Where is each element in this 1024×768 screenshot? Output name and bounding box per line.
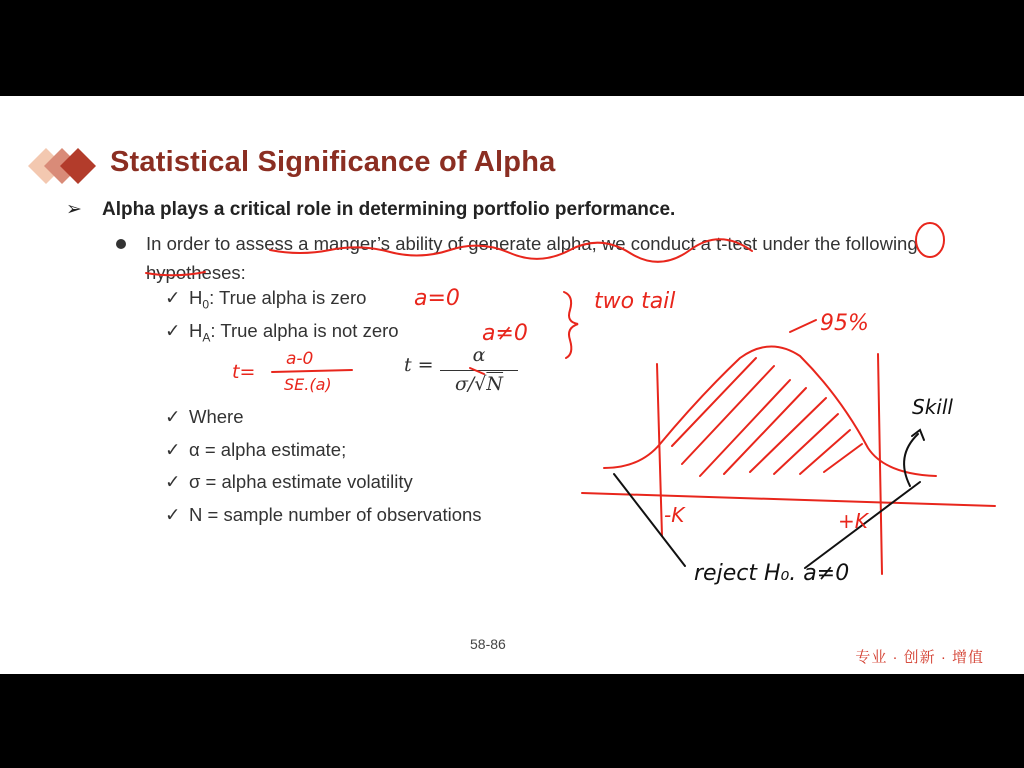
pos-k-label: +K xyxy=(838,509,868,533)
bell-curve xyxy=(604,346,936,476)
t-lhs-note: t= xyxy=(232,361,256,383)
handwritten-fraction-bar xyxy=(272,370,352,372)
ha-symbol: H xyxy=(189,320,203,341)
formula-lhs: t = xyxy=(404,354,434,376)
definition-text: N = sample number of observations xyxy=(189,504,482,525)
underline-test xyxy=(146,272,205,275)
check-icon: ✓ xyxy=(165,504,181,525)
formula-n: N xyxy=(486,373,504,395)
reject-note: reject H₀. a≠0 xyxy=(694,561,850,586)
pct-pointer xyxy=(790,320,816,332)
hatch-line xyxy=(800,430,850,474)
hatch-line xyxy=(700,380,790,476)
brand-slogan: 专业 · 创新 · 增值 xyxy=(855,649,984,666)
hatch-line xyxy=(682,366,774,464)
formula-numerator: α xyxy=(472,344,486,366)
h0-text: : True alpha is zero xyxy=(209,287,367,308)
skill-arrow xyxy=(904,434,918,486)
underline-squiggle xyxy=(270,239,752,262)
page-number: 58-86 xyxy=(470,636,506,652)
right-critical-line xyxy=(878,354,882,574)
check-icon: ✓ xyxy=(165,406,181,427)
slide-title: Statistical Significance of Alpha xyxy=(110,146,556,178)
ha-note: a≠0 xyxy=(482,321,528,346)
h0-subscript: 0 xyxy=(202,297,210,312)
check-icon: ✓ xyxy=(165,287,181,308)
ha-subscript: A xyxy=(202,330,211,345)
check-icon: ✓ xyxy=(165,471,181,492)
check-icon: ✓ xyxy=(165,320,181,341)
t-denominator-note: SE.(a) xyxy=(284,375,332,394)
sub-bullet-text: In order to assess a manger’s ability of generate alpha, we conduct a t-test under the following hypotheses: xyxy=(146,233,918,283)
check-icon: ✓ xyxy=(165,439,181,460)
formula-sigma-sqrt: σ/√ xyxy=(454,373,487,395)
definition-text: σ = alpha estimate volatility xyxy=(189,471,413,492)
arrow-bullet-icon: ➢ xyxy=(66,199,82,220)
slide xyxy=(0,96,1024,674)
skill-note: Skill xyxy=(912,395,953,419)
h0-symbol: H xyxy=(189,287,203,308)
ha-text: : True alpha is not zero xyxy=(210,320,399,341)
alpha-tick-mark xyxy=(470,368,484,374)
baseline-axis xyxy=(582,493,995,506)
pct-note: 95% xyxy=(820,311,869,336)
t-numerator-note: a-0 xyxy=(286,349,314,369)
definition-text: α = alpha estimate; xyxy=(189,439,347,460)
definition-text: Where xyxy=(189,406,244,427)
main-bullet-text: Alpha plays a critical role in determining portfolio performance. xyxy=(102,199,676,220)
h0-note: a=0 xyxy=(414,286,460,311)
left-critical-line xyxy=(657,364,662,536)
two-tail-note: two tail xyxy=(594,289,676,314)
hatch-line xyxy=(724,388,806,474)
hatch-line xyxy=(774,414,838,474)
circle-mark xyxy=(916,223,944,257)
brace-mark xyxy=(564,292,578,358)
handwritten-annotations xyxy=(0,96,1024,674)
hatch-line xyxy=(672,358,756,446)
neg-k-label: -K xyxy=(664,503,685,527)
